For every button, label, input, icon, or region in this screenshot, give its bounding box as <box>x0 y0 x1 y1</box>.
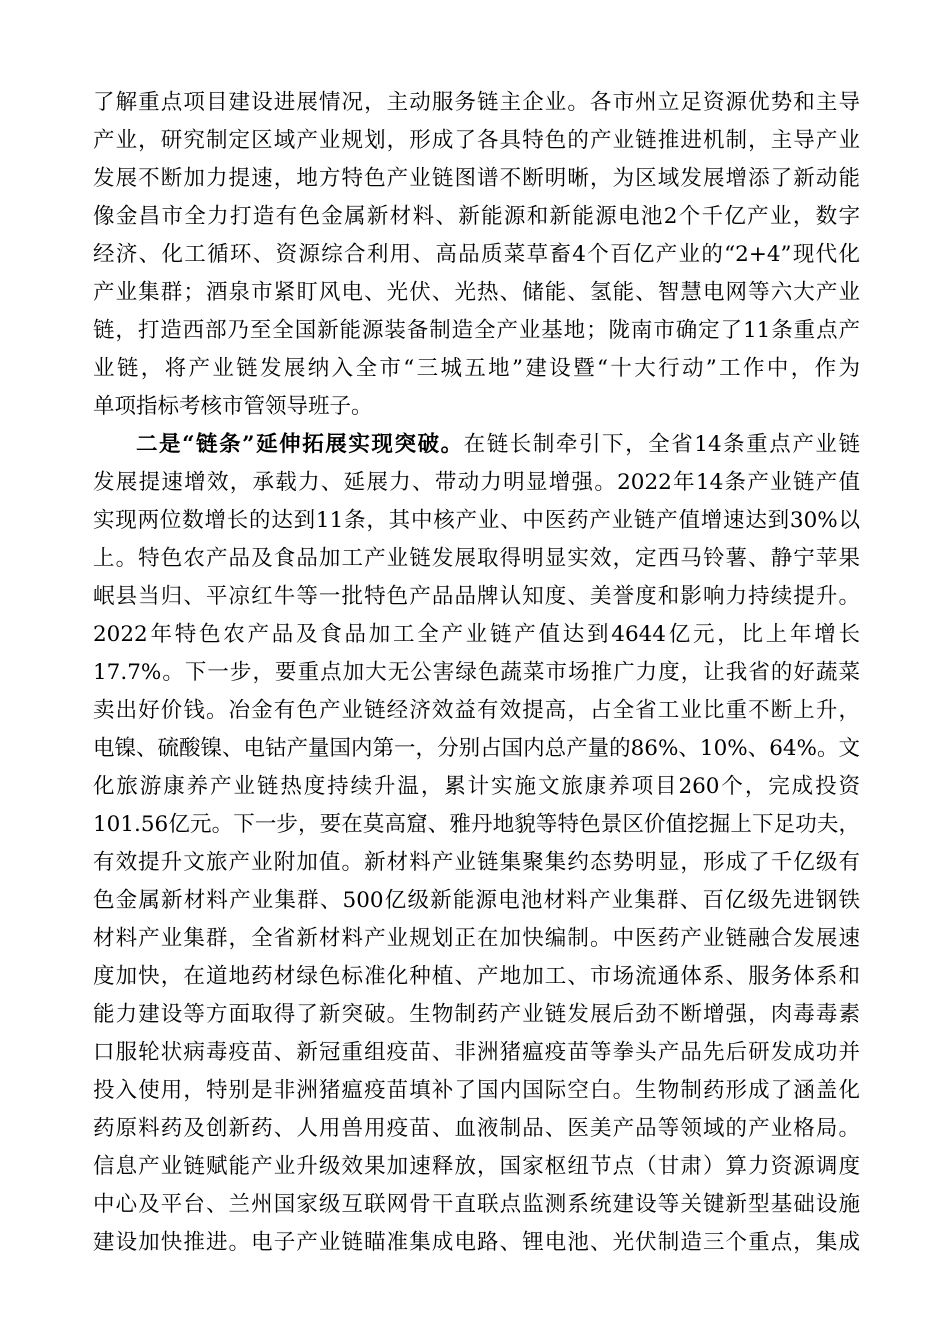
text-line: 化旅游康养产业链热度持续升温，累计实施文旅康养项目260个，完成投资 <box>93 774 860 799</box>
paragraph-heading: 二是“链条”延伸拓展实现突破。 <box>136 432 464 457</box>
text-line: 产业，研究制定区域产业规划，形成了各具特色的产业链推进机制，主导产业 <box>93 128 860 153</box>
text-line: 度加快，在道地药材绿色标准化种植、产地加工、市场流通体系、服务体系和 <box>93 964 860 989</box>
paragraph-text: 在链长制牵引下，全省14条重点产业链 <box>463 432 860 457</box>
text-line: 了解重点项目建设进展情况，主动服务链主企业。各市州立足资源优势和主导 <box>93 90 860 115</box>
text-line: 链，打造西部乃至全国新能源装备制造全产业基地；陇南市确定了11条重点产 <box>93 318 860 343</box>
text-line: 投入使用，特别是非洲猪瘟疫苗填补了国内国际空白。生物制药形成了涵盖化 <box>93 1078 860 1103</box>
text-line: 17.7%。下一步，要重点加大无公害绿色蔬菜市场推广力度，让我省的好蔬菜 <box>93 660 860 685</box>
text-line: 经济、化工循环、资源综合利用、高品质菜草畜4个百亿产业的“2+4”现代化 <box>93 242 860 267</box>
text-line: 口服轮状病毒疫苗、新冠重组疫苗、非洲猪瘟疫苗等拳头产品先后研发成功并 <box>93 1040 860 1065</box>
text-line: 电镍、硫酸镍、电钴产量国内第一，分别占国内总产量的86%、10%、64%。文 <box>93 736 860 761</box>
text-line: 中心及平台、兰州国家级互联网骨干直联点监测系统建设等关键新型基础设施 <box>93 1192 860 1217</box>
text-line: 建设加快推进。电子产业链瞄准集成电路、锂电池、光伏制造三个重点，集成 <box>93 1230 860 1255</box>
text-line: 2022年特色农产品及食品加工全产业链产值达到4644亿元，比上年增长 <box>93 622 860 647</box>
text-line: 材料产业集群，全省新材料产业规划正在加快编制。中医药产业链融合发展速 <box>93 926 860 951</box>
text-line: 单项指标考核市管领导班子。 <box>93 394 373 419</box>
text-line: 产业集群；酒泉市紧盯风电、光伏、光热、储能、氢能、智慧电网等六大产业 <box>93 280 860 305</box>
text-line: 信息产业链赋能产业升级效果加速释放，国家枢纽节点（甘肃）算力资源调度 <box>93 1154 860 1179</box>
text-line: 有效提升文旅产业附加值。新材料产业链集聚集约态势明显，形成了千亿级有 <box>93 850 860 875</box>
text-line: 101.56亿元。下一步，要在莫高窟、雅丹地貌等特色景区价值挖掘上下足功夫， <box>93 812 860 837</box>
text-line: 上。特色农产品及食品加工产业链发展取得明显实效，定西马铃薯、静宁苹果 <box>93 546 860 571</box>
text-line: 实现两位数增长的达到11条，其中核产业、中医药产业链产值增速达到30%以 <box>93 508 860 533</box>
text-line: 色金属新材料产业集群、500亿级新能源电池材料产业集群、百亿级先进钢铁 <box>93 888 860 913</box>
paragraph-2-first-line <box>136 430 860 460</box>
text-line: 药原料药及创新药、人用兽用疫苗、血液制品、医美产品等领域的产业格局。 <box>93 1116 860 1141</box>
text-line: 发展提速增效，承载力、延展力、带动力明显增强。2022年14条产业链产值 <box>93 470 860 495</box>
text-line: 发展不断加力提速，地方特色产业链图谱不断明晰，为区域发展增添了新动能 <box>93 166 860 191</box>
text-line: 岷县当归、平凉红牛等一批特色产品品牌认知度、美誉度和影响力持续提升。 <box>93 584 860 609</box>
text-line: 能力建设等方面取得了新突破。生物制药产业链发展后劲不断增强，肉毒毒素 <box>93 1002 860 1027</box>
text-line: 业链，将产业链发展纳入全市“三城五地”建设暨“十大行动”工作中，作为 <box>93 356 860 381</box>
text-line: 像金昌市全力打造有色金属新材料、新能源和新能源电池2个千亿产业，数字 <box>93 204 860 229</box>
text-line: 卖出好价钱。冶金有色产业链经济效益有效提高，占全省工业比重不断上升， <box>93 698 860 723</box>
